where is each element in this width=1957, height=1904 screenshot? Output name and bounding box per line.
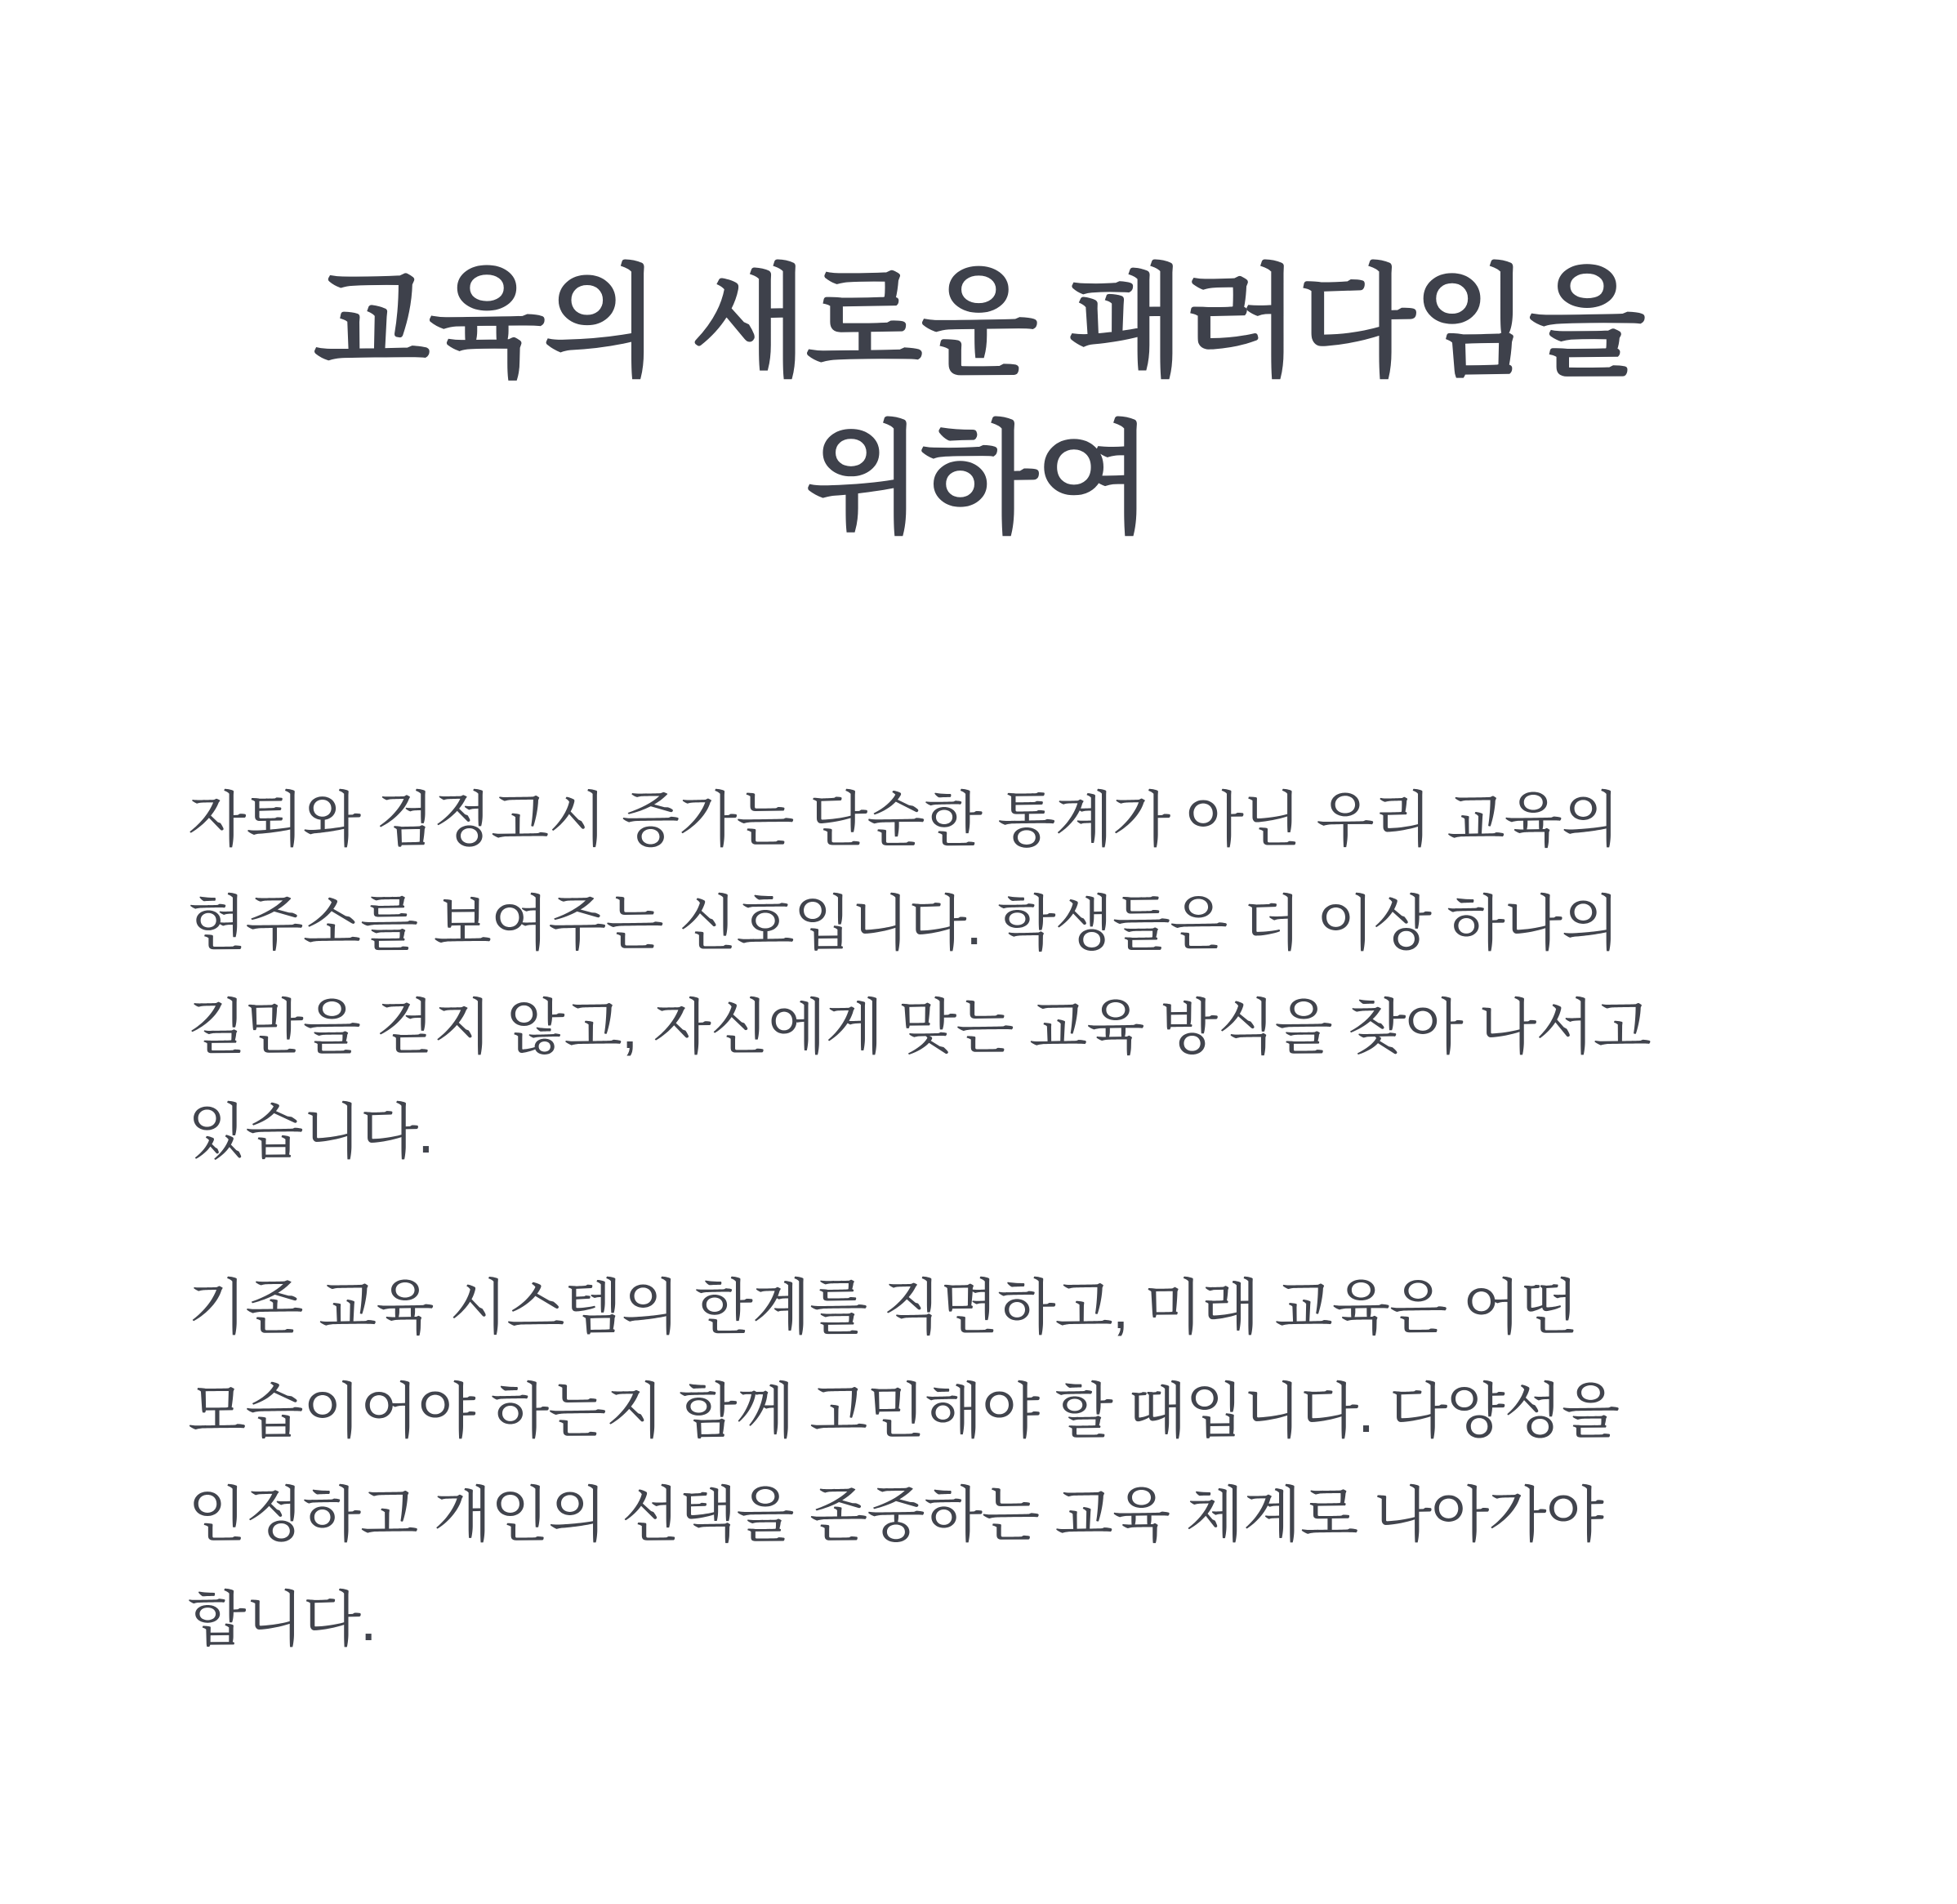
body-paragraph-2: 기존 교육 시스템의 한계를 직면하고, 미래 교육은 어떤 모습이어야 하는지 함께 고민해야 할 때입니다. 다양성을 인정하고 개인의 선택을 존중하는 교육 체계로 나아가야 합니다. [188, 1273, 1620, 1653]
body-paragraph-1: 자퇴와 검정고시 증가는 단순한 통계가 아닌 우리 교육의 현주소를 보여주는 신호입니다. 학생들은 더 이상 하나의 길만을 걷지 않고, 자신에게 맞는 교육 방식을 찾아 나서고 있습니다. [188, 785, 1651, 1166]
page-title: 교육의 새로운 패러다임을 위하여 [313, 256, 1644, 548]
body-text-block [188, 768, 1769, 1671]
